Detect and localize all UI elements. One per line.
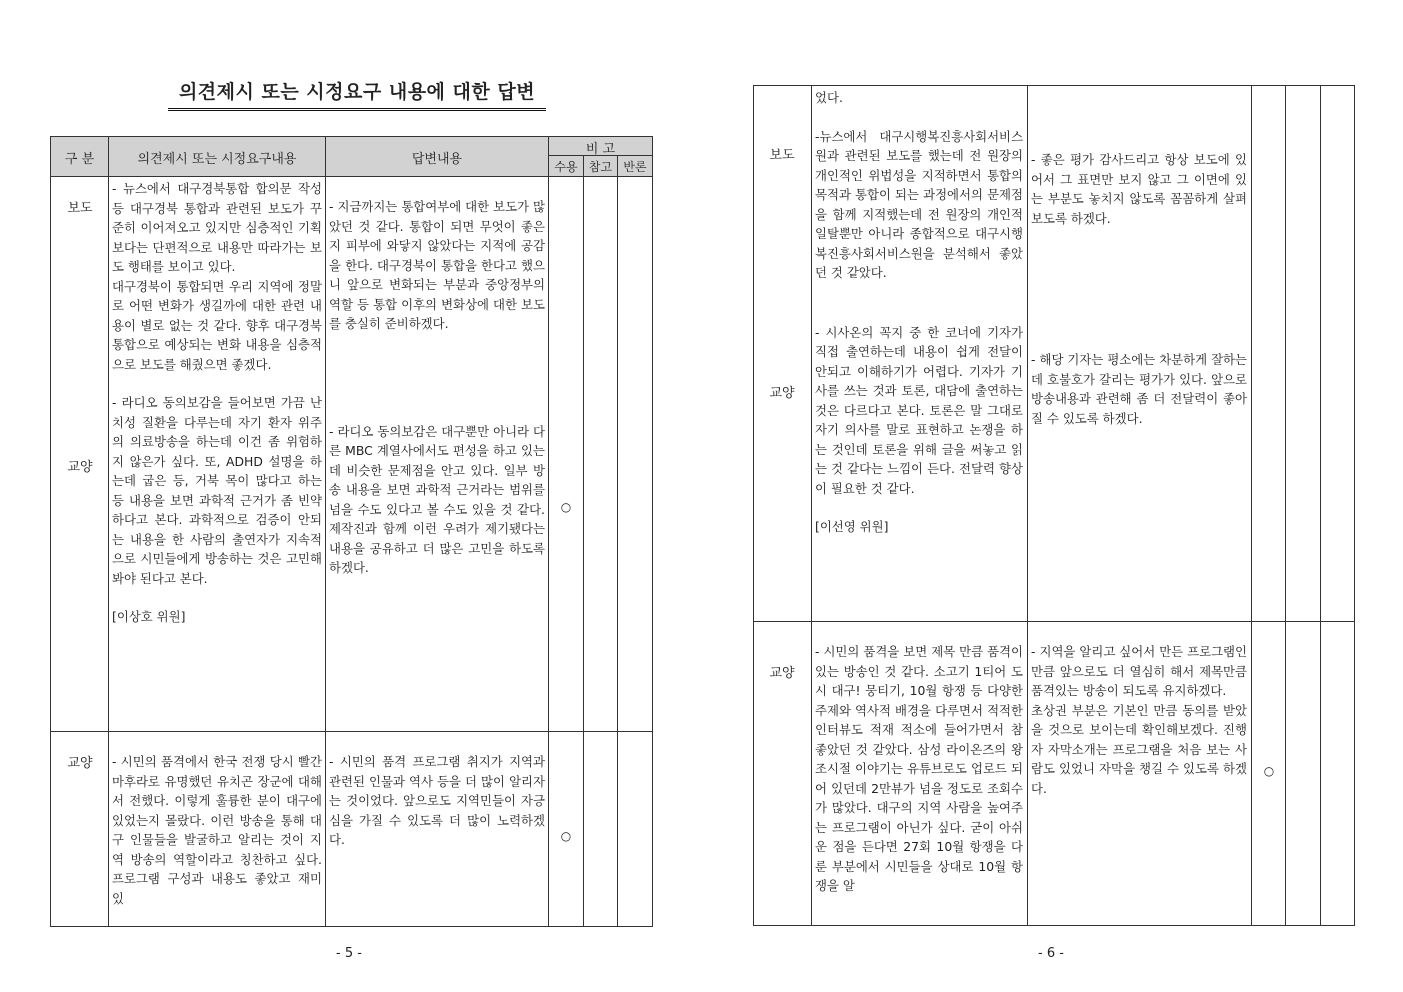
- opinion-text: [815, 642, 1023, 924]
- opinion-text: [815, 88, 1023, 618]
- accept-mark: ○: [560, 829, 572, 843]
- header-partial: 참고: [588, 160, 613, 174]
- opinion-paragraph: - 시민의 품격을 보면 제목 만큼 품격이 있는 방송인 것 같다. 소고기 1티어 도시 대구! 뭉티기, 10월 항쟁 등 다양한 주제와 역사적 배경을 다루면서 적적한 인터뷰도 적재 적소에 들어가면서 참 좋았던 것 같았다. 삼성 라이온즈의 왕조시절 이야기는 유튜브로도 업로드 되어 있던데 2만뷰가 넘을 정도로 조회수가 많았다. 대구의 지역 사람을 높여주는 프로그램이 아닌가 싶다. 굳이 아쉬운 점을 든다면 27회 10월 항쟁을 다룬 부분에서 시민들을 상대로 10월 항쟁을 알: [815, 644, 1023, 893]
- accept-mark: ○: [1263, 764, 1275, 778]
- answer-paragraph: - 지역을 알리고 싶어서 만든 프로그램인 만큼 앞으로도 더 열심히 해서 제목만큼 품격있는 방송이 되도록 유지하겠다.: [1031, 644, 1247, 698]
- row-category: 교양: [769, 666, 795, 681]
- answer-paragraph: - 시민의 품격 프로그램 취지가 지역과 관련된 인물과 역사 등을 더 많이 알리자는 것이었다. 앞으로도 지역민들이 자긍심을 가질 수 있도록 더 많이 노력하겠다.: [329, 754, 545, 847]
- header-answer: 답변내용: [411, 152, 463, 167]
- header-remarks: 비 고: [585, 142, 616, 157]
- row-category: 보도: [67, 201, 93, 216]
- page-number: - 5 -: [336, 946, 362, 961]
- row-category: 보도: [769, 148, 795, 163]
- accept-mark: ○: [560, 500, 572, 514]
- opinion-paragraph: - 뉴스에서 대구경북통합 합의문 작성 등 대구경북 통합과 관련된 보도가 꾸준히 이어져오고 있지만 심층적인 기획보다는 단편적으로 내용만 따라가는 보도 행태를 보이고 있다.: [112, 181, 322, 274]
- committee-member: [이상호 위원]: [112, 609, 186, 624]
- row-category: 교양: [769, 386, 795, 401]
- answer-text: [1031, 150, 1247, 610]
- answer-text: [1031, 642, 1247, 922]
- header-opinion: 의견제시 또는 시정요구내용: [137, 152, 297, 167]
- opinion-paragraph: - 시민의 품격에서 한국 전쟁 당시 빨간 마후라로 유명했던 유치곤 장군에 대해서 전했다. 이렇게 훌륭한 분이 대구에 있었는지 몰랐다. 이런 방송을 통해 대구 인물들을 발굴하고 알리는 것이 지역 방송의 역할이라고 칭찬하고 싶다. 프로그램 구성과 내용도 좋았고 재미 있: [112, 754, 322, 906]
- page-number: - 6 -: [1038, 946, 1064, 961]
- header-reject: 반론: [623, 160, 647, 174]
- answer-text: [329, 752, 545, 922]
- header-category: 구 분: [64, 152, 95, 167]
- answer-paragraph: - 라디오 동의보감은 대구뿐만 아니라 다른 MBC 계열사에서도 편성을 하고 있는데 비슷한 문제점을 안고 있다. 일부 방송 내용을 보면 과학적 근거라는 범위를 넘을 수도 있다고 볼 수도 있을 것 같다. 제작진과 함께 이런 우려가 제기됐다는 내용을 공유하고 더 많은 고민을 하도록 하겠다.: [329, 423, 545, 575]
- opinion-paragraph: - 라디오 동의보감을 들어보면 가끔 난치성 질환을 다루는데 자기 환자 위주의 의료방송을 하는데 이건 좀 위험하지 않은가 싶다. 또, ADHD 설명을 하는데 굽은 등, 거북 목이 많다고 하는 등 내용을 보면 과학적 근거가 좀 빈약하다고 본다. 과학적으로 검증이 안되는 내용을 한 사람의 출연자가 지속적으로 시민들에게 방송하는 것은 고민해봐야 된다고 본다.: [112, 395, 322, 586]
- opinion-paragraph: -뉴스에서 대구시행복진흥사회서비스원과 관련된 보도를 했는데 전 원장의 개인적인 위법성을 지적하면서 통합의 목적과 통합이 되는 과정에서의 문제점을 함께 지적했는데 전 원장의 개인적 일탈뿐만 아니라 종합적으로 대구시행복진흥사회서비스원을 분석해서 좋았던 것 같았다.: [815, 128, 1023, 280]
- answer-paragraph: - 해당 기자는 평소에는 차분하게 잘하는데 호불호가 갈리는 평가가 있다. 앞으로 방송내용과 관련해 좀 더 전달력이 좋아질 수 있도록 하겠다.: [1031, 352, 1247, 426]
- opinion-paragraph: 었다.: [815, 90, 843, 105]
- opinion-text: [112, 179, 322, 729]
- opinion-text: [112, 752, 322, 924]
- answer-paragraph: - 좋은 평가 감사드리고 항상 보도에 있어서 그 표면만 보지 않고 그 이면에 있는 부분도 놓치지 않도록 꼼꼼하게 살펴보도록 하겠다.: [1031, 152, 1247, 226]
- answer-paragraph: 초상권 부분은 기본인 만큼 동의를 받았을 것으로 보이는데 확인해보겠다. 진행자 자막소개는 프로그램을 처음 보는 사람도 있었니 자막을 챙길 수 있도록 하겠다.: [1031, 702, 1247, 796]
- page-title: 의견제시 또는 시정요구 내용에 대한 답변: [168, 80, 546, 111]
- row-category: 교양: [67, 460, 93, 475]
- answer-paragraph: - 지금까지는 통합여부에 대한 보도가 많았던 것 같다. 통합이 되면 무엇이 좋은지 피부에 와닿지 않았다는 지적에 공감을 한다. 대구경북이 통합을 한다고 했으니 앞으로 변화되는 부분과 중앙정부의 역할 등 통합 이후의 변화상에 대한 보도를 충실히 준비하겠다.: [329, 199, 545, 331]
- committee-member: [이선영 위원]: [815, 519, 889, 534]
- header-accept: 수용: [554, 160, 578, 174]
- opinion-paragraph: - 시사온의 꼭지 중 한 코너에 기자가 직접 출연하는데 내용이 쉽게 전달이 안되고 이해하기가 어렵다. 기자가 기사를 쓰는 것과 토론, 대담에 출연하는 것은 다르다고 본다. 토론은 말 그대로 자기 의사를 말로 표현하고 논쟁을 하는 것인데 토론을 위해 글을 써놓고 읽는 것 같다는 느낌이 든다. 전달력 향상이 필요한 것 같다.: [815, 324, 1023, 496]
- row-category: 교양: [67, 756, 93, 771]
- opinion-paragraph: 대구경북이 통합되면 우리 지역에 정말로 어떤 변화가 생길까에 대한 관련 내용이 별로 없는 것 같다. 향후 대구경북 통합으로 예상되는 변화 내용을 심층적으로 보도를 해줬으면 좋겠다.: [112, 278, 322, 372]
- answer-text: [329, 197, 545, 727]
